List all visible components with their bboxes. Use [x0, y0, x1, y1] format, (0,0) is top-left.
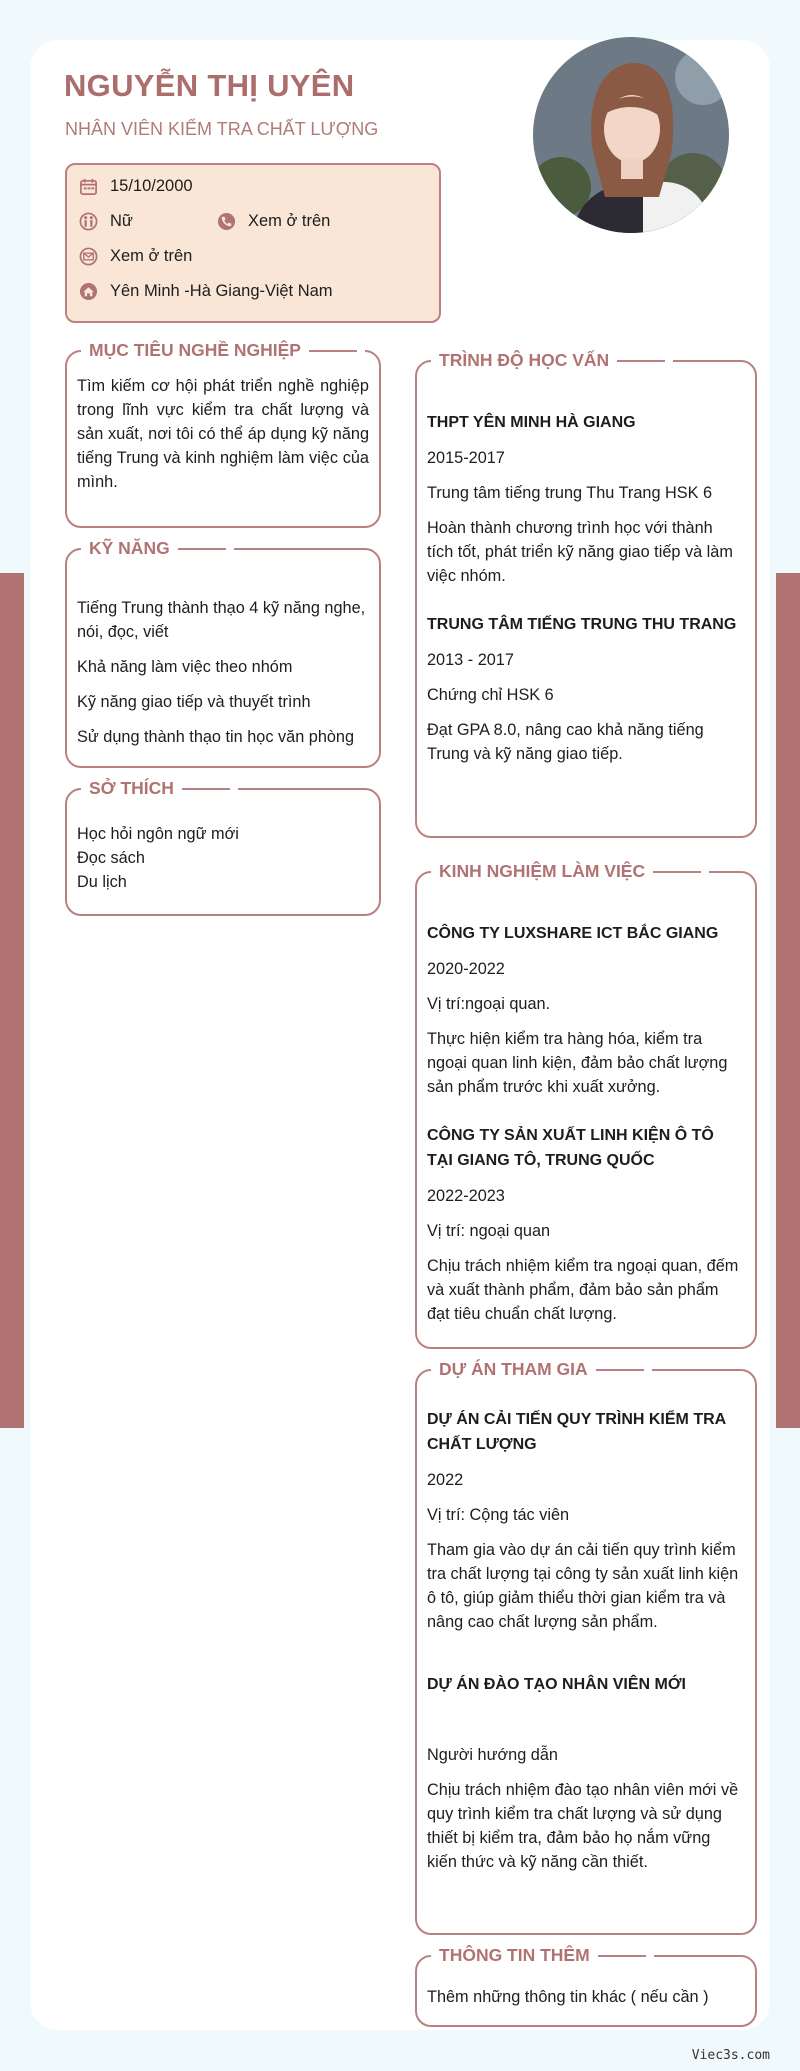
extra-info-heading: THÔNG TIN THÊM [431, 1944, 654, 1966]
right-decor-band [776, 573, 800, 1428]
calendar-icon [79, 177, 98, 196]
candidate-title: NHÂN VIÊN KIỂM TRA CHẤT LƯỢNG [65, 119, 379, 139]
skill-item: Khả năng làm việc theo nhóm [77, 658, 293, 676]
contact-phone: Xem ở trên [217, 212, 330, 231]
hobbies-section [65, 778, 381, 916]
experience-period: 2022-2023 [427, 1187, 505, 1205]
hobbies-heading: SỞ THÍCH [81, 777, 238, 799]
left-decor-band [0, 573, 24, 1428]
hobby-item: Du lịch [77, 873, 127, 891]
education-heading: TRÌNH ĐỘ HỌC VẤN [431, 349, 673, 371]
profile-photo [533, 37, 729, 233]
project-period [427, 1708, 741, 1732]
skills-section [65, 538, 381, 768]
education-school: THPT YÊN MINH HÀ GIANG [427, 414, 636, 431]
project-description: Chịu trách nhiệm đào tạo nhân viên mới về quy trình kiểm tra chất lượng và sử dụng thiết bị kiểm tra, đảm bảo họ nắm vững kiến thức và kỹ năng cần thiết. [427, 1781, 739, 1871]
home-icon [79, 282, 98, 301]
skill-item: Kỹ năng giao tiếp và thuyết trình [77, 693, 311, 711]
education-period: 2013 - 2017 [427, 651, 514, 669]
experience-description: Thực hiện kiểm tra hàng hóa, kiểm tra ngoại quan linh kiện, đảm bảo chất lượng sản phẩm trước khi xuất xưởng. [427, 1030, 728, 1096]
experience-position: Vị trí: ngoại quan [427, 1222, 551, 1240]
phone-icon [217, 212, 236, 231]
project-role: Người hướng dẫn [427, 1746, 558, 1764]
hobby-item: Học hỏi ngôn ngữ mới [77, 825, 239, 843]
project-name: DỰ ÁN ĐÀO TẠO NHÂN VIÊN MỚI [427, 1676, 686, 1693]
education-period: 2015-2017 [427, 449, 505, 467]
projects-section [415, 1359, 757, 1935]
education-description: Đạt GPA 8.0, nâng cao khả năng tiếng Trung và kỹ năng giao tiếp. [427, 721, 704, 763]
experience-company: CÔNG TY LUXSHARE ICT BẮC GIANG [427, 925, 719, 942]
project-description: Tham gia vào dự án cải tiến quy trình kiểm tra chất lượng tại công ty sản xuất linh kiện ô tô, giúp giảm thiểu thời gian kiểm tra và nâng cao chất lượng sản phẩm. [427, 1541, 739, 1631]
contact-birthday: 15/10/2000 [79, 177, 193, 196]
experience-company: CÔNG TY SẢN XUẤT LINH KIỆN Ô TÔ TẠI GIANG TÔ, TRUNG QUỐC [427, 1127, 714, 1169]
education-section [415, 350, 757, 838]
extra-info-text: Thêm những thông tin khác ( nếu cần ) [427, 1988, 709, 2006]
education-school: TRUNG TÂM TIẾNG TRUNG THU TRANG [427, 616, 737, 633]
experience-description: Chịu trách nhiệm kiểm tra ngoại quan, đếm và xuất thành phẩm, đảm bảo sản phẩm đạt tiêu chuẩn chất lượng. [427, 1257, 739, 1323]
project-period: 2022 [427, 1471, 464, 1489]
contact-email: Xem ở trên [79, 247, 192, 266]
objective-heading: MỤC TIÊU NGHỀ NGHIỆP [81, 339, 365, 361]
experience-period: 2020-2022 [427, 960, 505, 978]
project-name: DỰ ÁN CẢI TIẾN QUY TRÌNH KIỂM TRA CHẤT LƯỢNG [427, 1411, 726, 1453]
extra-info-section [415, 1945, 757, 2027]
skill-item: Tiếng Trung thành thạo 4 kỹ năng nghe, nói, đọc, viết [77, 599, 366, 641]
candidate-name: NGUYỄN THỊ UYÊN [64, 68, 355, 103]
experience-position: Vị trí:ngoại quan. [427, 995, 551, 1013]
education-detail: Chứng chỉ HSK 6 [427, 686, 554, 704]
hobby-item: Đọc sách [77, 849, 145, 867]
education-detail: Trung tâm tiếng trung Thu Trang HSK 6 [427, 484, 713, 502]
site-watermark: Viec3s.com [691, 2048, 770, 2063]
contact-gender: Nữ [79, 212, 133, 231]
education-description: Hoàn thành chương trình học với thành tích tốt, phát triển kỹ năng giao tiếp và làm việc nhóm. [427, 519, 733, 585]
contact-address: Yên Minh -Hà Giang-Việt Nam [79, 282, 333, 301]
experience-heading: KINH NGHIỆM LÀM VIỆC [431, 860, 709, 882]
skill-item: Sử dụng thành thạo tin học văn phòng [77, 728, 355, 746]
gender-icon [79, 212, 98, 231]
contact-panel [65, 163, 441, 323]
objective-text: Tìm kiếm cơ hội phát triển nghề nghiệp trong lĩnh vực kiểm tra chất lượng và sản xuất, nơi tôi có thể áp dụng kỹ năng tiếng Trung và kinh nghiệm làm việc của mình. [77, 377, 369, 491]
projects-heading: DỰ ÁN THAM GIA [431, 1358, 652, 1380]
experience-section [415, 861, 757, 1349]
cv-page [30, 40, 770, 2030]
objective-section [65, 340, 381, 528]
mail-icon [79, 247, 98, 266]
skills-heading: KỸ NĂNG [81, 537, 234, 559]
project-role: Vị trí: Cộng tác viên [427, 1506, 570, 1524]
